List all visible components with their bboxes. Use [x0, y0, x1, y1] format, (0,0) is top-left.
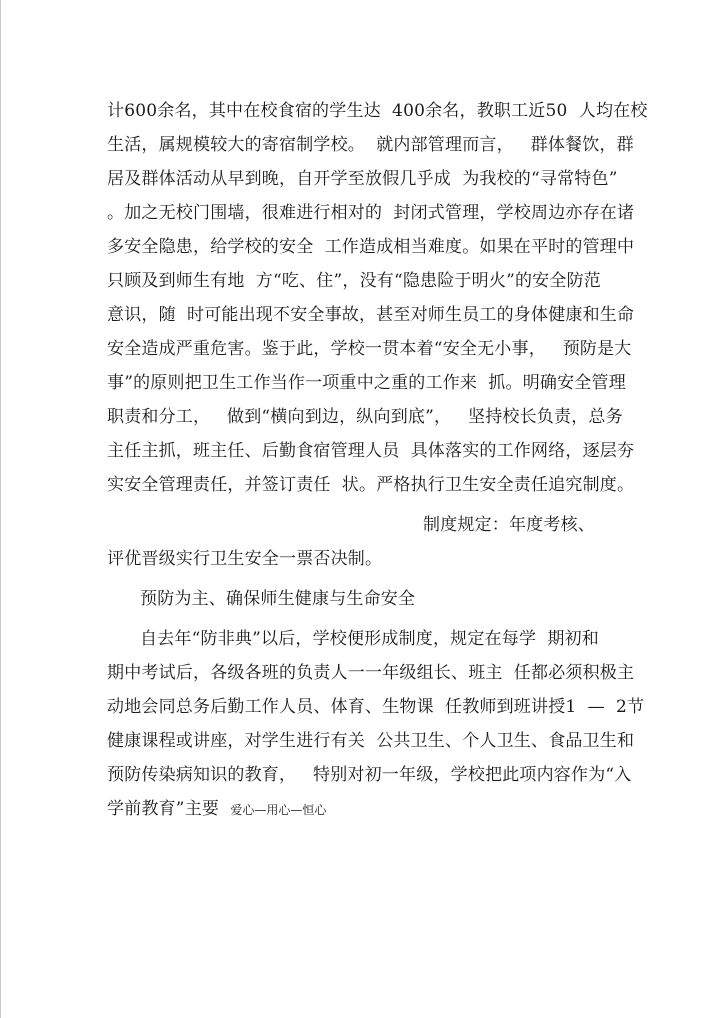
paragraph-line: 居及群体活动从早到晚，自开学至放假几乎成 为我校的“寻常特色”	[107, 169, 618, 189]
paragraph-line: 只顾及到师生有地 方“吃、住”，没有“隐患险于明火”的安全防范	[107, 271, 601, 291]
rule-line: 制度规定：年度考核、	[423, 515, 595, 535]
paragraph-line: 事”的原则把卫生工作当作一项重中之重的工作来 抓。明确安全管理	[107, 373, 626, 393]
paragraph-line: 主任主抓，班主任、后勤食宿管理人员 具体落实的工作网络，逐层夯	[107, 441, 635, 461]
paragraph-line: 预防传染病知识的教育， 特别对初一年级，学校把此项内容作为“入	[107, 765, 632, 785]
section-heading: 预防为主、确保师生健康与生命安全	[140, 589, 416, 609]
last-line	[107, 792, 617, 826]
paragraph-line: 期中考试后，各级各班的负责人一一年级组长、班主 任都必须积极主	[107, 663, 635, 683]
paragraph-line: 。加之无校门围墙，很难进行相对的 封闭式管理，学校周边亦存在诸	[107, 203, 635, 223]
paragraph-line: 动地会同总务后勤工作人员、体育、生物课 任教师到班讲授1 — 2节	[107, 697, 645, 717]
paragraph-line: 健康课程或讲座，对学生进行有关 公共卫生、个人卫生、食品卫生和	[107, 731, 635, 751]
paragraph-line: 多安全隐患，给学校的安全 工作造成相当难度。如果在平时的管理中	[107, 237, 635, 257]
footer-slogan: 爱心—用心—恒心	[230, 803, 327, 817]
paragraph-line: 自去年“防非典”以后，学校便形成制度，规定在每学 期初和	[140, 629, 599, 649]
page-border	[0, 0, 1, 1018]
paragraph-line: 生活，属规模较大的寄宿制学校。 就内部管理而言， 群体餐饮，群	[107, 135, 634, 155]
paragraph-line: 意识，随 时可能出现不安全事故，甚至对师生员工的身体健康和生命	[107, 305, 635, 325]
rule-line-continued: 评优晋级实行卫生安全一票否决制。	[107, 549, 383, 569]
last-line-text: 学前教育”主要	[107, 799, 231, 819]
paragraph-line: 职责和分工， 做到“横向到边，纵向到底”， 坚持校长负责，总务	[107, 407, 623, 427]
document-body	[107, 94, 648, 826]
paragraph-line: 实安全管理责任，并签订责任 状。严格执行卫生安全责任追究制度。	[107, 475, 635, 495]
paragraph-line: 安全造成严重危害。鉴于此，学校一贯本着“安全无小事， 预防是大	[107, 339, 632, 359]
paragraph-line: 计600余名，其中在校食宿的学生达 400余名，教职工近50 人均在校	[107, 101, 648, 121]
